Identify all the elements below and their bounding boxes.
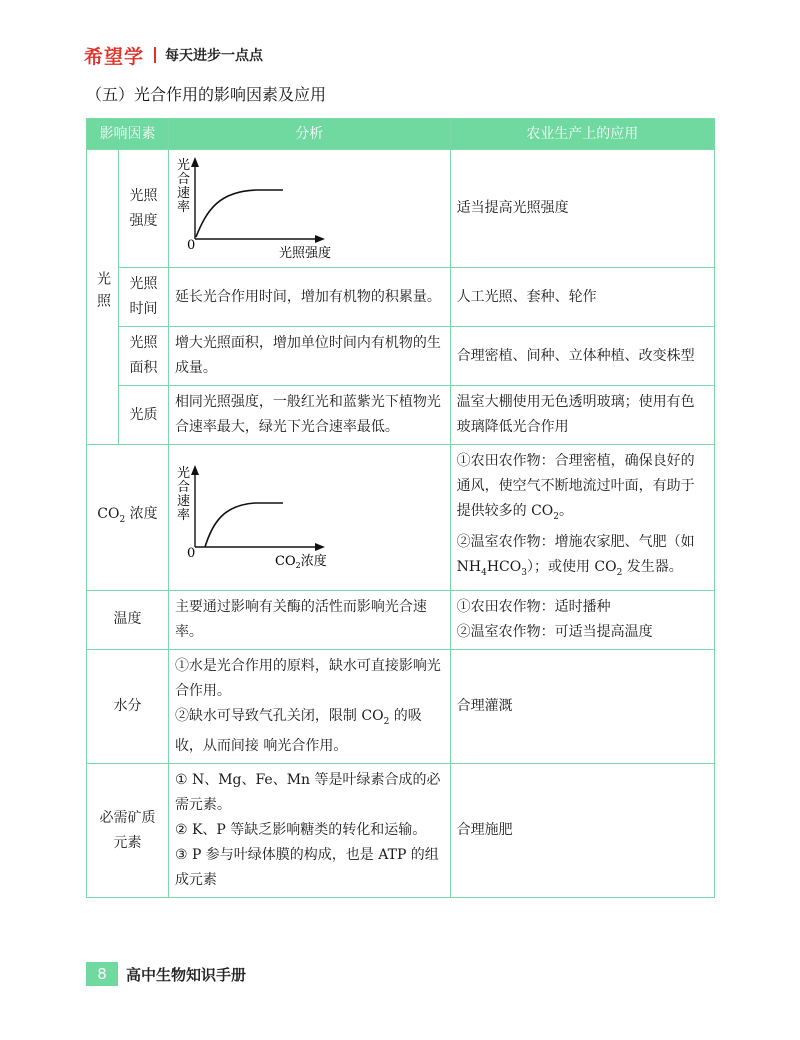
factor-light-intensity: 光照强度	[118, 150, 168, 268]
application-co2	[450, 445, 714, 591]
application-water: 合理灌溉	[450, 649, 714, 764]
factor-water: 水分	[87, 649, 169, 764]
factor-temperature: 温度	[87, 590, 169, 649]
analysis-water: ①水是光合作用的原料，缺水可直接影响光合作用。 ②缺水可导致气孔关闭，限制 $CO_2$ 的吸收，从而间接 响光合作用。	[168, 649, 450, 764]
header-divider	[154, 47, 156, 63]
application-light-intensity: 适当提高光照强度	[450, 150, 714, 268]
table-row	[87, 445, 715, 591]
table-row	[87, 150, 715, 268]
table-row	[87, 590, 715, 649]
analysis-light-area: 增大光照面积，增加单位时间内有机物的生成量。	[168, 327, 450, 386]
book-title: 高中生物知识手册	[126, 965, 247, 984]
brand-logo: 希望学	[84, 45, 145, 68]
table-header-row	[87, 119, 715, 150]
table-row	[87, 764, 715, 898]
x-axis-arrow	[315, 235, 325, 243]
table-row	[87, 268, 715, 327]
light-group-cell	[87, 150, 119, 445]
saturation-curve	[196, 190, 283, 237]
co2-curve	[205, 503, 283, 547]
y-axis-label-char: 光	[176, 466, 190, 482]
x-axis-arrow	[315, 543, 325, 551]
analysis-minerals: ① N、Mg、Fe、Mn 等是叶绿素合成的必需元素。 ② K、P 等缺乏影响糖类的转化和运输。 ③ P 参与叶绿体膜的构成，也是 ATP 的组成元素	[168, 764, 450, 898]
co2-graph-cell	[168, 445, 450, 591]
y-axis-label-char: 速	[176, 185, 190, 201]
table-row	[87, 327, 715, 386]
x-axis-label: $CO_2$浓度	[274, 554, 327, 570]
brand-slogan: 每天进步一点点	[165, 48, 264, 64]
y-axis-arrow	[191, 465, 199, 475]
y-axis-label-char: 光	[176, 157, 190, 173]
header-factor: 影响因素	[87, 119, 169, 150]
co2-application-1: ①农田农作物：合理密植，确保良好的通风，使空气不断地流过叶面，有助于提供较多的 $CO_2$。	[456, 453, 695, 522]
light-group-label: 光照	[94, 270, 111, 315]
y-axis-label	[177, 465, 190, 523]
origin-label: 0	[186, 546, 196, 562]
header-analysis: 分析	[168, 119, 450, 150]
table-row	[87, 649, 715, 764]
origin-label: 0	[186, 237, 196, 253]
y-axis-label-char: 率	[176, 199, 190, 215]
light-intensity-graph	[175, 157, 375, 261]
factor-light-area: 光照面积	[118, 327, 168, 386]
co2-application-2: ②温室农作物：增施农家肥、气肥（如 $NH_4HCO_3$）；或使用 $CO_2$ 发生器。	[456, 533, 695, 578]
y-axis-arrow	[191, 157, 199, 167]
factor-light-time: 光照时间	[118, 268, 168, 327]
y-axis-label-char: 合	[176, 480, 190, 496]
analysis-light-time: 延长光合作用时间，增加有机物的积累量。	[168, 268, 450, 327]
application-light-area: 合理密植、间种、立体种植、改变株型	[450, 327, 714, 386]
y-axis-label-char: 合	[176, 171, 190, 187]
application-light-time: 人工光照、套种、轮作	[450, 268, 714, 327]
header-application: 农业生产上的应用	[450, 119, 714, 150]
application-temperature: ①农田农作物：适时播种 ②温室农作物：可适当提高温度	[450, 590, 714, 649]
application-minerals: 合理施肥	[450, 764, 714, 898]
section-title: （五）光合作用的影响因素及应用	[86, 85, 327, 104]
light-intensity-graph-cell	[168, 150, 450, 268]
analysis-light-quality: 相同光照强度，一般红光和蓝紫光下植物光合速率最大，绿光下光合速率最低。	[168, 386, 450, 445]
analysis-temperature: 主要通过影响有关酶的活性而影响光合速率。	[168, 590, 450, 649]
table-row	[87, 386, 715, 445]
page-number: 8	[86, 962, 118, 986]
y-axis-label	[177, 157, 190, 215]
factor-light-quality: 光质	[118, 386, 168, 445]
y-axis-label-char: 速	[176, 494, 190, 510]
page-header	[84, 40, 263, 70]
co2-graph	[175, 465, 375, 569]
application-light-quality: 温室大棚使用无色透明玻璃；使用有色玻璃降低光合作用	[450, 386, 714, 445]
factor-minerals: 必需矿质 元素	[87, 764, 169, 898]
factors-table	[86, 118, 715, 898]
factor-co2: $CO_2$ 浓度	[87, 445, 169, 591]
y-axis-label-char: 率	[176, 508, 190, 524]
page-footer	[86, 962, 246, 986]
x-axis-label: 光照强度	[278, 245, 331, 261]
